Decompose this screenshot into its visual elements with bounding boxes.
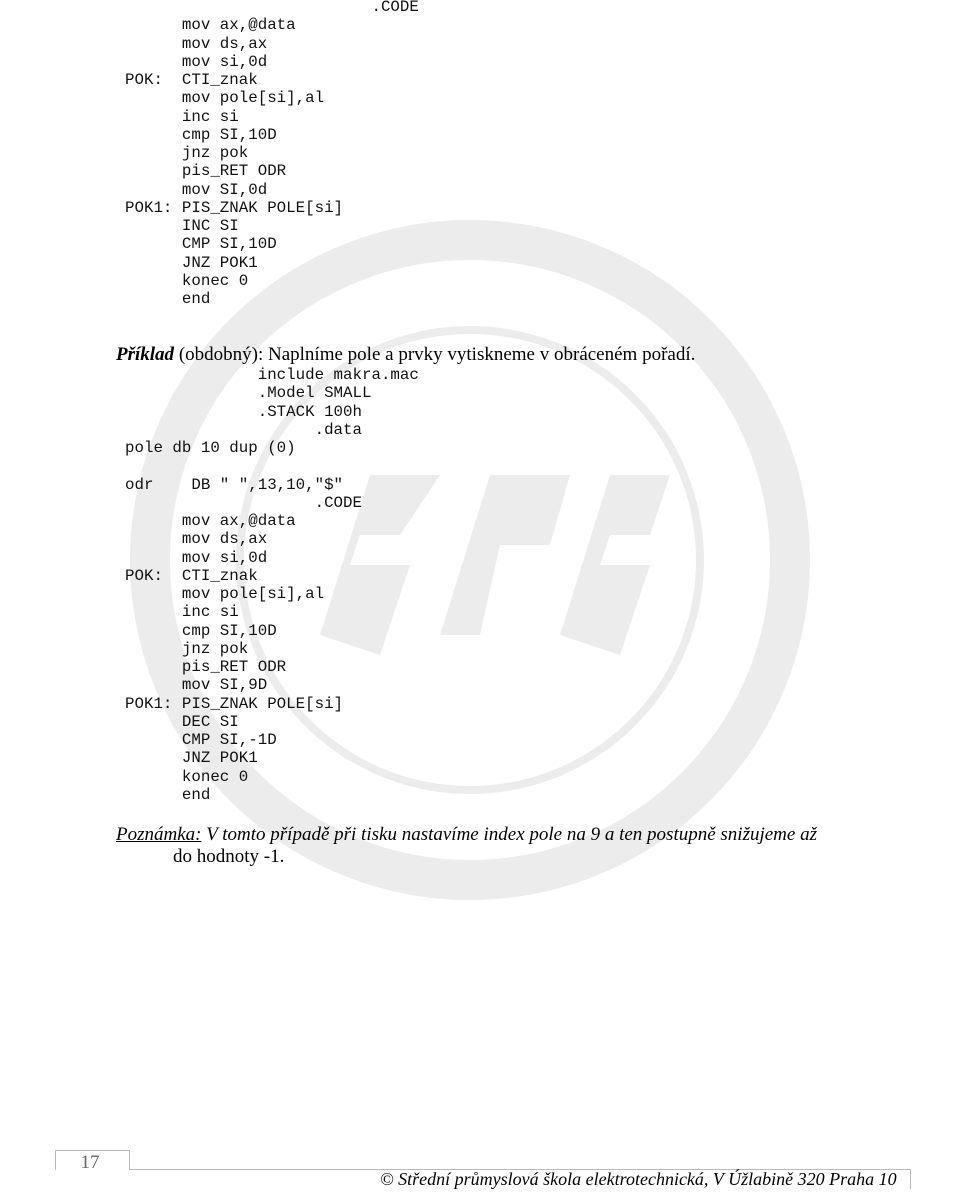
- code-line: jnz pok: [125, 639, 249, 658]
- code-line: .STACK 100h: [125, 402, 362, 421]
- code-line: pis_RET ODR: [125, 162, 287, 181]
- code-line: JNZ POK1: [125, 749, 258, 768]
- code-line: JNZ POK1: [125, 253, 258, 272]
- code-line: inc si: [125, 107, 239, 126]
- footer-rule-top: [55, 1150, 130, 1151]
- code-line: mov pole[si],al: [125, 585, 325, 603]
- code-line: mov si,0d: [125, 52, 268, 71]
- code-line: cmp SI,10D: [125, 125, 277, 144]
- code-line: .Model SMALL: [125, 384, 372, 403]
- note-text: V tomto případě při tisku nastavíme index pole na 9 a ten postupně snižujeme až: [201, 824, 817, 845]
- code-line: .CODE: [125, 0, 419, 16]
- code-line: DEC SI: [125, 712, 239, 731]
- code-line: .CODE: [125, 493, 362, 512]
- code-line: konec 0: [125, 767, 249, 786]
- example-heading: [116, 344, 695, 366]
- code-line: mov ds,ax: [125, 34, 268, 53]
- code-line: jnz pok: [125, 144, 249, 162]
- code-block-second-program: [125, 366, 419, 804]
- code-line: mov SI,9D: [125, 676, 268, 695]
- code-line: mov ax,@data: [125, 16, 296, 35]
- code-line: POK: CTI_znak: [125, 71, 258, 89]
- code-line: odr DB " ",13,10,"$": [125, 475, 344, 494]
- code-line: CMP SI,10D: [125, 235, 277, 254]
- example-text: (obdobný): Naplníme pole a prvky vytiskneme v obráceném pořadí.: [174, 344, 696, 365]
- footer-rule-left-vertical: [55, 1150, 56, 1170]
- note-continuation: do hodnoty -1.: [173, 846, 285, 867]
- code-line: mov pole[si],al: [125, 89, 325, 108]
- code-line: end: [125, 785, 211, 804]
- code-line: mov ax,@data: [125, 512, 296, 530]
- footer-rule-mid-vertical: [129, 1150, 130, 1170]
- code-line: konec 0: [125, 271, 249, 290]
- code-line: POK: CTI_znak: [125, 566, 258, 585]
- code-line: POK1: PIS_ZNAK POLE[si]: [125, 198, 344, 217]
- code-line: CMP SI,-1D: [125, 731, 277, 749]
- code-block-first-program: [125, 0, 419, 308]
- code-line: INC SI: [125, 217, 239, 235]
- code-line: .data: [125, 420, 362, 439]
- code-line: mov SI,0d: [125, 180, 268, 199]
- example-label: Příklad: [116, 344, 175, 365]
- code-line: include makra.mac: [125, 366, 419, 384]
- note-paragraph: [116, 824, 817, 846]
- code-line: cmp SI,10D: [125, 621, 277, 640]
- code-line: end: [125, 290, 211, 308]
- note-label: Poznámka:: [116, 824, 202, 845]
- code-line: inc si: [125, 603, 239, 622]
- code-line: pis_RET ODR: [125, 658, 287, 676]
- code-line: POK1: PIS_ZNAK POLE[si]: [125, 694, 344, 713]
- footer-copyright: © Střední průmyslová škola elektrotechnická, V Úžlabině 320 Praha 10: [380, 1169, 897, 1189]
- code-line: pole db 10 dup (0): [125, 439, 296, 457]
- page-number: 17: [80, 1152, 100, 1173]
- footer-rule-right-vertical: [910, 1169, 911, 1189]
- code-line: mov si,0d: [125, 548, 268, 567]
- code-line: mov ds,ax: [125, 530, 268, 549]
